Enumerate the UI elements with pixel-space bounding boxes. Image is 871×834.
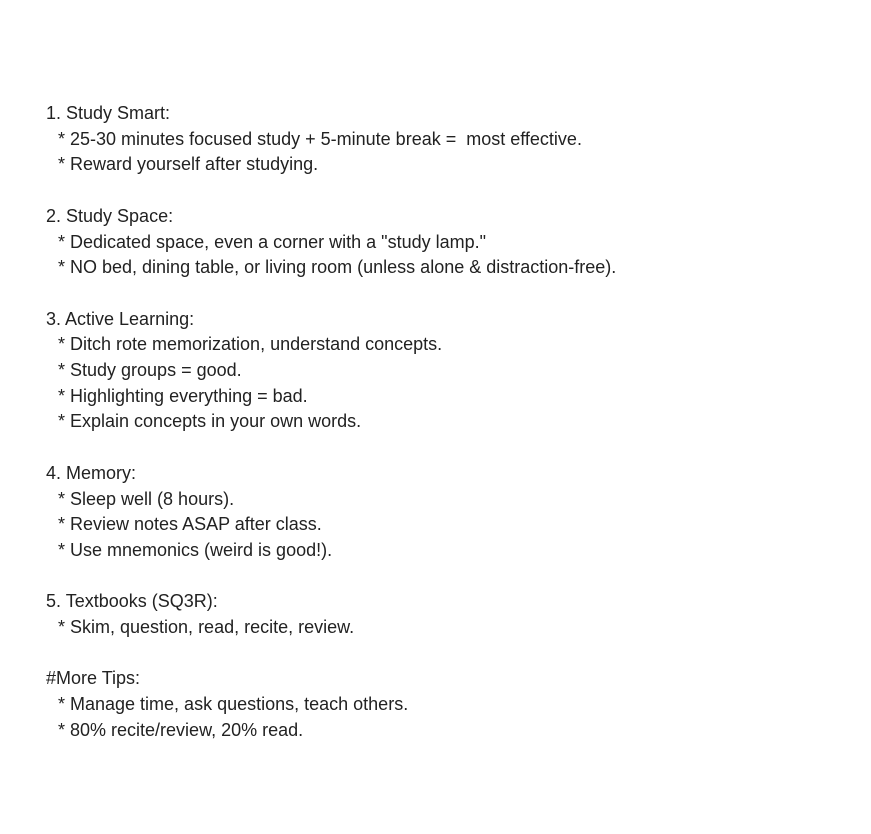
bullet-item: * 25-30 minutes focused study + 5-minute break = most effective. (58, 128, 582, 149)
bullet-item: * 80% recite/review, 20% read. (58, 719, 304, 740)
document-body (46, 101, 846, 769)
bullet-item: * Review notes ASAP after class. (58, 514, 322, 535)
bullet-item: * Ditch rote memorization, understand concepts. (58, 334, 443, 355)
section-study-space (46, 204, 846, 281)
bullet-item: * Highlighting everything = bad. (58, 385, 308, 406)
bullet-item: * NO bed, dining table, or living room (unless alone & distraction-free). (58, 257, 617, 278)
section-active-learning (46, 307, 846, 436)
section-heading: 5. Textbooks (SQ3R): (46, 591, 218, 612)
bullet-item: * Study groups = good. (58, 360, 242, 380)
section-heading: 4. Memory: (46, 462, 137, 483)
section-more-tips (46, 666, 846, 743)
section-heading: 2. Study Space: (46, 205, 174, 226)
bullet-item: * Sleep well (8 hours). (58, 488, 235, 509)
section-heading: 3. Active Learning: (46, 308, 195, 329)
section-heading: 1. Study Smart: (46, 103, 171, 123)
bullet-item: * Dedicated space, even a corner with a "study lamp." (58, 231, 487, 252)
bullet-item: * Use mnemonics (weird is good!). (58, 539, 333, 560)
bullet-item: * Reward yourself after studying. (58, 154, 319, 175)
section-memory (46, 461, 846, 564)
bullet-item: * Explain concepts in your own words. (58, 411, 362, 432)
bullet-item: * Manage time, ask questions, teach others. (58, 694, 409, 715)
section-textbooks (46, 589, 846, 640)
section-heading: #More Tips: (46, 668, 141, 689)
bullet-item: * Skim, question, read, recite, review. (58, 617, 355, 637)
section-study-smart (46, 101, 846, 178)
